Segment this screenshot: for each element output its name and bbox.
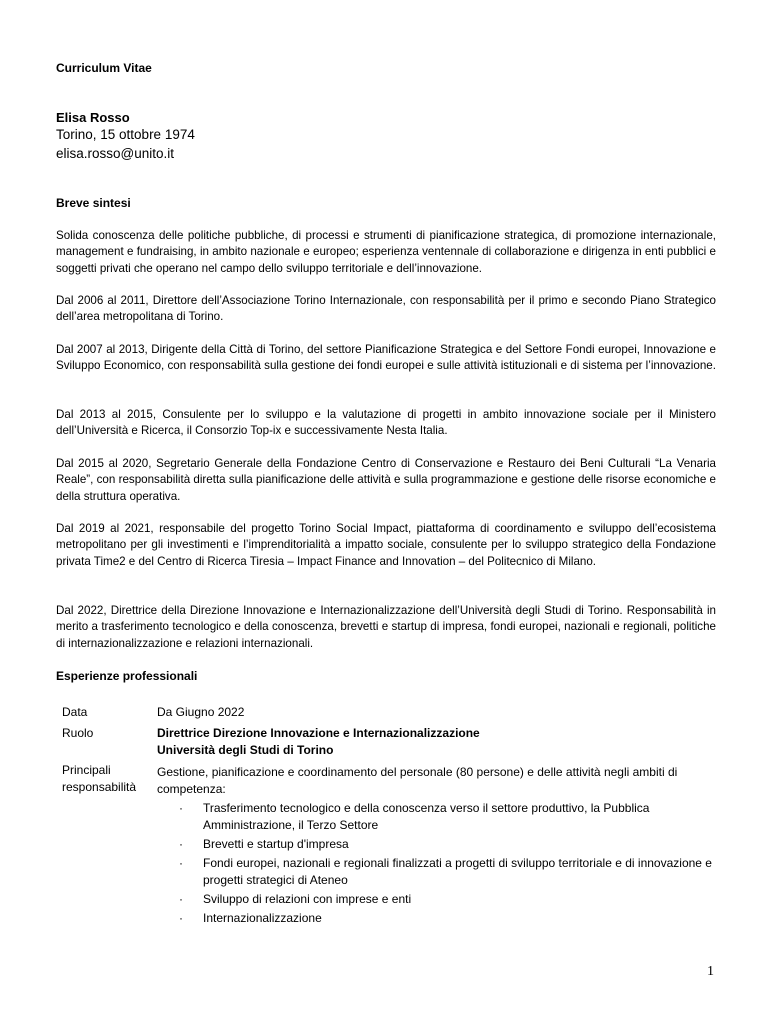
email-address: elisa.rosso@unito.it — [56, 146, 175, 161]
birth-info: Torino, 15 ottobre 1974 — [56, 127, 195, 142]
summary-paragraph: Dal 2007 al 2013, Dirigente della Città di Torino, del settore Pianificazione Strategica e del Settore Fondi europei, Innovazione e Sviluppo Economico, con responsabilità sulla gestione dei fondi europei e sulle attività istituzionali e di sistema per l’innovazione. — [56, 343, 716, 373]
bullet: · — [179, 801, 183, 815]
summary-paragraph: Dal 2015 al 2020, Segretario Generale della Fondazione Centro di Conservazione e Restauro dei Beni Culturali “La Venaria Reale”, con responsabilità diretta sulla pianificazione delle attività e sulla programmazione e gestione delle risorse economiche e della struttura operativa. — [56, 457, 716, 503]
ruolo-title: Direttrice Direzione Innovazione e Internazionalizzazione — [157, 726, 480, 740]
summary-heading: Breve sintesi — [56, 196, 131, 210]
ruolo-organization: Università degli Studi di Torino — [157, 743, 334, 757]
bullet: · — [179, 892, 183, 906]
document-title: Curriculum Vitae — [56, 61, 152, 75]
list-item — [157, 836, 717, 853]
summary-paragraph: Dal 2006 al 2011, Direttore dell’Associazione Torino Internazionale, con responsabilità per il primo e secondo Piano Strategico dell’area metropolitana di Torino. — [56, 294, 716, 324]
page-number: 1 — [707, 964, 714, 979]
list-item — [157, 891, 717, 908]
responsibilities-value — [157, 764, 717, 929]
list-item-text: Fondi europei, nazionali e regionali finalizzati a progetti di sviluppo territoriale e di innovazione e progetti strategici di Ateneo — [203, 856, 712, 887]
list-item-text: Trasferimento tecnologico e della conoscenza verso il settore produttivo, la Pubblica Amministrazione, il Terzo Settore — [203, 801, 650, 832]
person-name: Elisa Rosso — [56, 110, 130, 125]
ruolo-value — [157, 725, 717, 759]
responsibilities-list — [157, 800, 717, 927]
bullet: · — [179, 856, 183, 870]
data-label: Data — [62, 705, 88, 719]
responsibilities-label-line: Principali — [62, 763, 111, 777]
list-item-text: Internazionalizzazione — [203, 911, 322, 925]
bullet: · — [179, 911, 183, 925]
summary-paragraph: Dal 2022, Direttrice della Direzione Innovazione e Internazionalizzazione dell’Università degli Studi di Torino. Responsabilità in merito a trasferimento tecnologico e della conoscenza, brevetti e startup di impresa, fondi europei, nazionali e regionali, politiche di internazionalizzazione e relazioni internazionali. — [56, 604, 716, 650]
data-value: Da Giugno 2022 — [157, 705, 245, 719]
experience-heading: Esperienze professionali — [56, 669, 198, 683]
list-item — [157, 855, 717, 889]
responsibilities-intro: Gestione, pianificazione e coordinamento del personale (80 persone) e delle attività negli ambiti di competenza: — [157, 765, 678, 796]
responsibilities-label — [62, 762, 154, 796]
summary-paragraph: Dal 2019 al 2021, responsabile del progetto Torino Social Impact, piattaforma di coordinamento e sviluppo dell’ecosistema metropolitano per gli investimenti e l’imprenditorialità a impatto sociale, consulente per lo sviluppo strategico della Fondazione privata Time2 e del Centro di Ricerca Tiresia – Impact Finance and Innovation – del Politecnico di Milano. — [56, 522, 716, 568]
bullet: · — [179, 837, 183, 851]
ruolo-label: Ruolo — [62, 726, 94, 740]
summary-paragraph: Solida conoscenza delle politiche pubbliche, di processi e strumenti di pianificazione strategica, di promozione internazionale, management e fundraising, in ambito nazionale e europeo; esperienza ventennale di collaborazione e dirigenza in enti pubblici e soggetti privati che operano nel campo dello sviluppo territoriale e dell’innovazione. — [56, 229, 716, 275]
list-item-text: Sviluppo di relazioni con imprese e enti — [203, 892, 412, 906]
responsibilities-label-line: responsabilità — [62, 780, 137, 794]
summary-paragraph: Dal 2013 al 2015, Consulente per lo sviluppo e la valutazione di progetti in ambito innovazione sociale per il Ministero dell’Università e Ricerca, il Consorzio Top-ix e successivamente Nesta Italia. — [56, 408, 716, 438]
list-item — [157, 910, 717, 927]
list-item-text: Brevetti e startup d'impresa — [203, 837, 349, 851]
list-item — [157, 800, 717, 834]
